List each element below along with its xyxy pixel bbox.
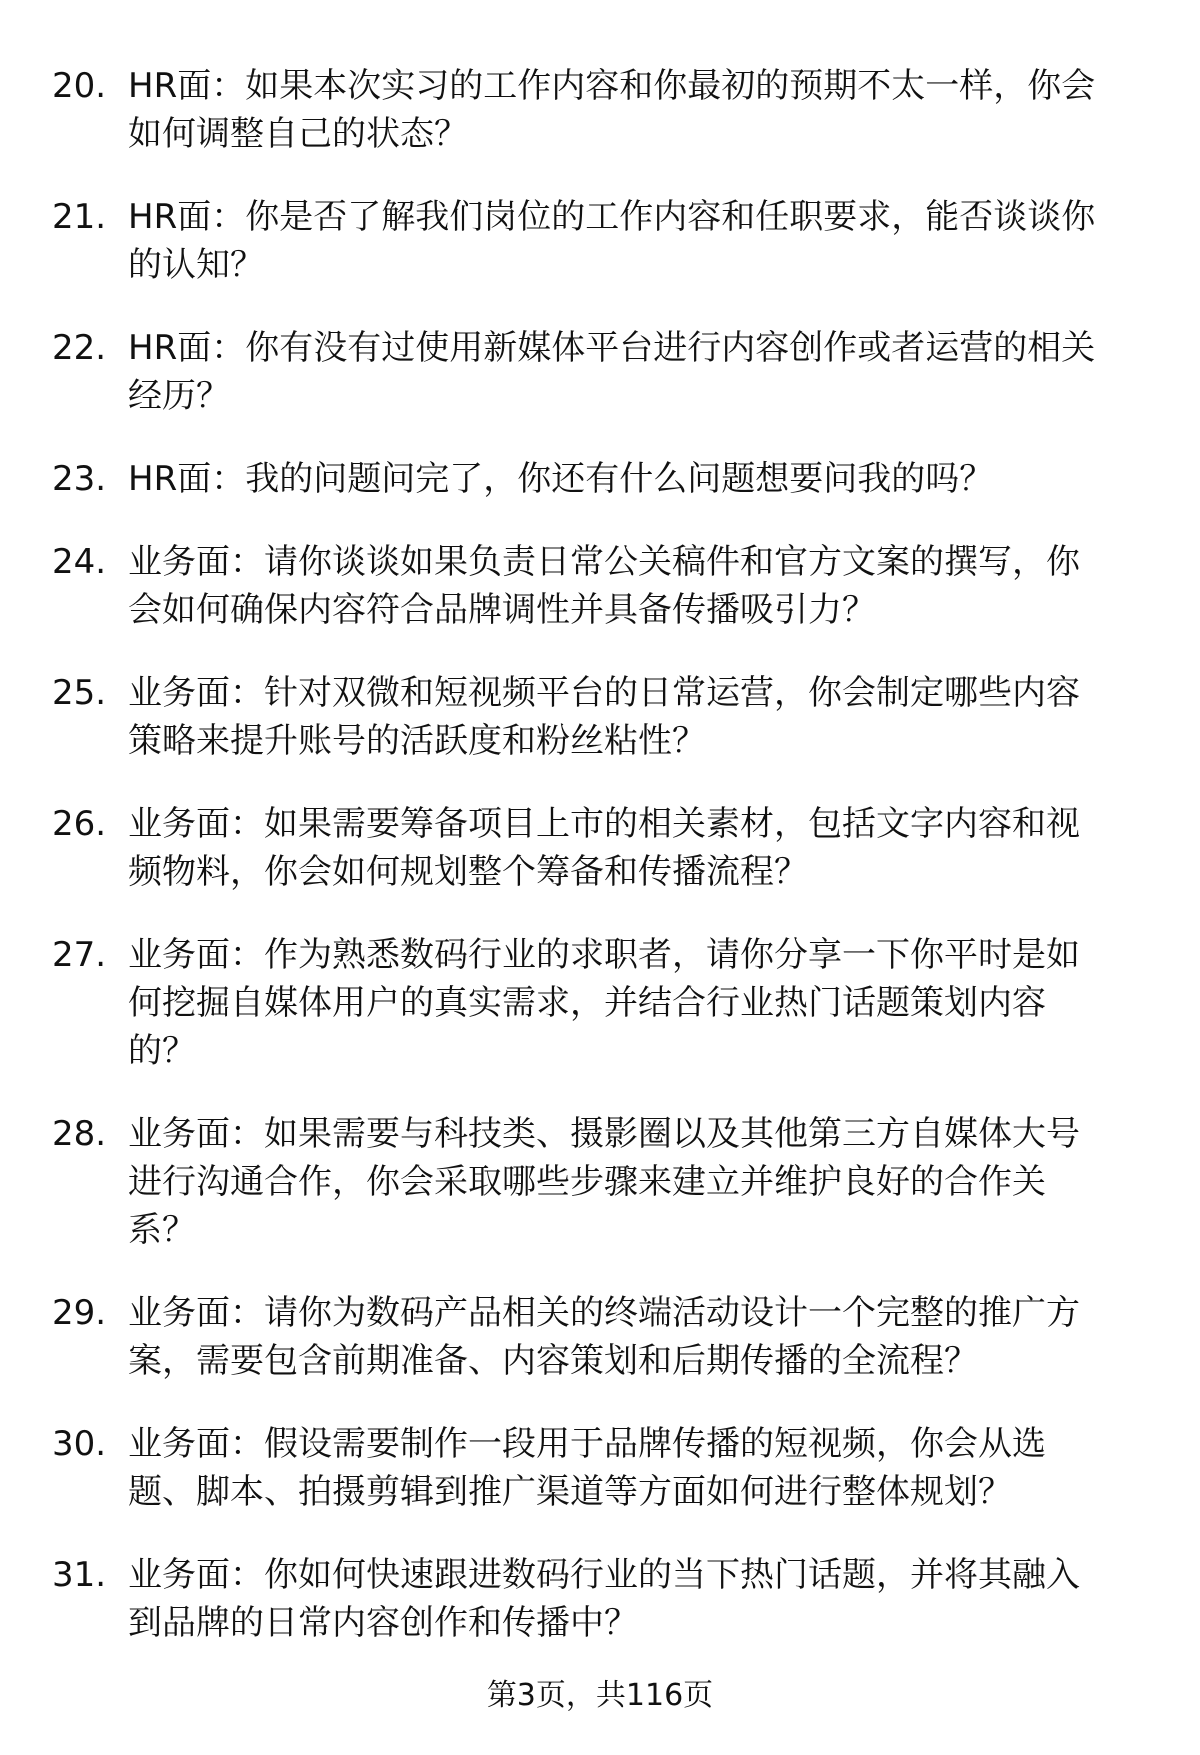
question-line: 的认知？ — [128, 245, 264, 285]
question-line: 业务面：你如何快速跟进数码行业的当下热门话题，并将其融入 — [128, 1555, 1080, 1595]
question-number: 27. — [52, 935, 107, 975]
question-text — [128, 193, 1162, 289]
question-line: 业务面：请你为数码产品相关的终端活动设计一个完整的推广方 — [128, 1293, 1080, 1333]
question-line: 业务面：作为熟悉数码行业的求职者，请你分享一下你平时是如 — [128, 935, 1080, 975]
question-line: 业务面：请你谈谈如果负责日常公关稿件和官方文案的撰写，你 — [128, 542, 1080, 582]
question-number: 25. — [52, 673, 107, 713]
question-line: 如何调整自己的状态？ — [128, 114, 468, 154]
question-number: 24. — [52, 542, 107, 582]
question-line: 业务面：针对双微和短视频平台的日常运营，你会制定哪些内容 — [128, 673, 1080, 713]
question-line: HR面：你是否了解我们岗位的工作内容和任职要求，能否谈谈你 — [128, 197, 1096, 237]
question-list — [52, 62, 1162, 1682]
page-number: 第3页，共116页 — [486, 1678, 714, 1713]
question-line: 会如何确保内容符合品牌调性并具备传播吸引力？ — [128, 590, 876, 630]
question-line: 系？ — [128, 1210, 196, 1250]
question-item — [52, 1420, 1162, 1516]
question-text — [128, 1420, 1162, 1516]
question-line: 的？ — [128, 1031, 196, 1071]
question-text — [128, 1289, 1162, 1385]
question-item — [52, 1289, 1162, 1385]
question-number: 30. — [52, 1424, 107, 1464]
question-number: 23. — [52, 459, 107, 499]
question-text — [128, 538, 1162, 634]
question-line: 经历？ — [128, 376, 230, 416]
question-line: HR面：如果本次实习的工作内容和你最初的预期不太一样，你会 — [128, 66, 1096, 106]
question-line: 案，需要包含前期准备、内容策划和后期传播的全流程？ — [128, 1341, 978, 1381]
question-item — [52, 193, 1162, 289]
question-number: 20. — [52, 66, 107, 106]
question-text — [128, 800, 1162, 896]
question-text — [128, 931, 1162, 1075]
question-item — [52, 324, 1162, 420]
question-number: 28. — [52, 1114, 107, 1154]
question-line: 业务面：假设需要制作一段用于品牌传播的短视频，你会从选 — [128, 1424, 1046, 1464]
question-number: 22. — [52, 328, 107, 368]
question-line: 到品牌的日常内容创作和传播中？ — [128, 1603, 638, 1643]
question-item — [52, 538, 1162, 634]
question-number: 21. — [52, 197, 107, 237]
question-text — [128, 62, 1162, 158]
question-text — [128, 1110, 1162, 1254]
question-line: 策略来提升账号的活跃度和粉丝粘性？ — [128, 721, 706, 761]
question-number: 26. — [52, 804, 107, 844]
question-item — [52, 669, 1162, 765]
question-item — [52, 800, 1162, 896]
question-text — [128, 1551, 1162, 1647]
question-item — [52, 1110, 1162, 1254]
question-text — [128, 669, 1162, 765]
question-item — [52, 1551, 1162, 1647]
question-line: 业务面：如果需要与科技类、摄影圈以及其他第三方自媒体大号 — [128, 1114, 1080, 1154]
question-text — [128, 455, 1162, 503]
question-line: HR面：你有没有过使用新媒体平台进行内容创作或者运营的相关 — [128, 328, 1096, 368]
question-line: 题、脚本、拍摄剪辑到推广渠道等方面如何进行整体规划？ — [128, 1472, 1012, 1512]
question-item — [52, 455, 1162, 503]
question-item — [52, 62, 1162, 158]
question-line: 何挖掘自媒体用户的真实需求，并结合行业热门话题策划内容 — [128, 983, 1046, 1023]
question-line: 业务面：如果需要筹备项目上市的相关素材，包括文字内容和视 — [128, 804, 1080, 844]
question-number: 31. — [52, 1555, 107, 1595]
question-number: 29. — [52, 1293, 107, 1333]
question-item — [52, 931, 1162, 1075]
question-line: 频物料，你会如何规划整个筹备和传播流程？ — [128, 852, 808, 892]
question-line: 进行沟通合作，你会采取哪些步骤来建立并维护良好的合作关 — [128, 1162, 1046, 1202]
question-line: HR面：我的问题问完了，你还有什么问题想要问我的吗？ — [128, 459, 994, 499]
question-text — [128, 324, 1162, 420]
